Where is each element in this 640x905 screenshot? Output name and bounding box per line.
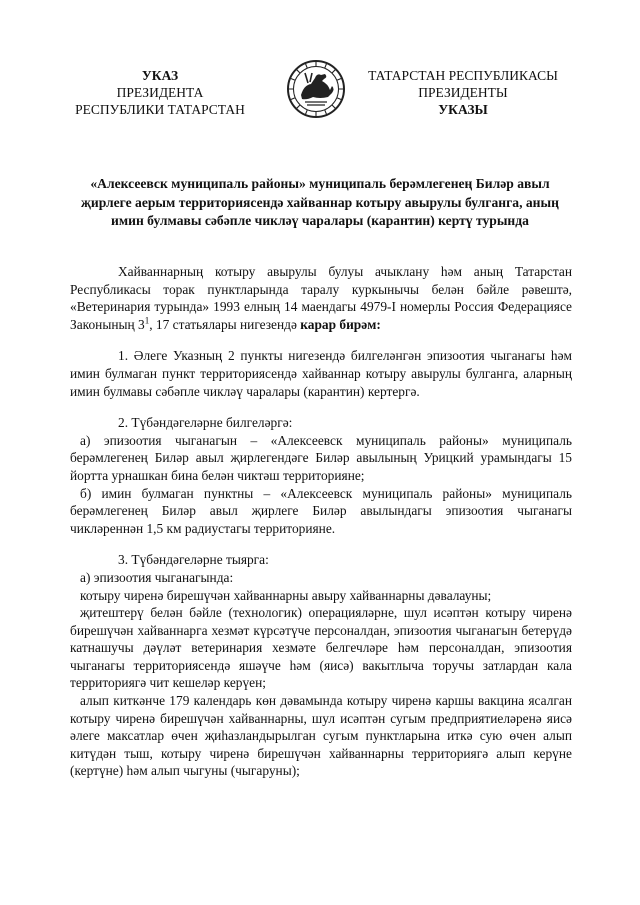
preamble-superscript: 1 <box>144 315 150 326</box>
header-left-line-2: ПРЕЗИДЕНТА <box>116 85 204 100</box>
item-2-heading: 2. Түбәндәгеләрне билгеләргә: <box>118 415 293 431</box>
preamble-paragraph <box>70 263 572 333</box>
item-3-a-2: җитештерү белән бәйле (технологик) операцияләрне, шул исәптән котыру чиренә бирешүчән хайваннарга хезмәт күрсәтүче персоналдан, эпизоотия чыганагын бетерүдә катнашучы дәүләт ветеринария хезмәте белгечләре һәм персоналдан, эпизоотия чыганагы территориясендә яшәүче һәм (яисә) вакытлыча торучы затлардан кала территориягә чит кешеләр керүен; <box>70 605 572 691</box>
preamble-text: Хайваннарның котыру авырулы булуы ачыклану һәм аның Татарстан Республикасы торак пунктларында таралу куркынычы белән бәйле рәвештә, «Ветеринария турында» 1993 елның 14 маендагы 4979-I номерлы Россия Федерациясе Законының 3 <box>70 264 572 332</box>
header-right <box>358 67 568 118</box>
header-right-line-2: ПРЕЗИДЕНТЫ <box>418 85 508 100</box>
header-left <box>55 67 265 118</box>
decree-body <box>70 263 572 780</box>
header-right-line-3: УКАЗЫ <box>438 102 488 117</box>
header-left-line-1: УКАЗ <box>141 68 179 83</box>
item-3-a: а) эпизоотия чыганагында: <box>80 569 234 585</box>
header-right-line-1: ТАТАРСТАН РЕСПУБЛИКАСЫ <box>368 68 558 83</box>
item-3-a-3: алып киткәнче 179 календарь көн дәвамында котыру чиренә каршы вакцина ясалган котыру чиренә бирешүчән хайваннарны, шул исәптән сугым предприятиеләренә яисә әлеге максатлар өчен җиһазландырылган сугым пунктларына иткә сую өчен алып китүдән тыш, котыру чиренә бирешүчән хайваннарны территориягә алып керүне (кертүне) һәм алып чыгуны (чыгаруны); <box>70 693 572 779</box>
preamble-resolution: карар бирәм: <box>300 316 381 332</box>
item-2-a: а) эпизоотия чыганагын – «Алексеевск муниципаль районы» муниципаль берәмлегенең Биләр авыл җирлегендәге Биләр авылының Урицкий урамындагы 15 йортта урнашкан бина белән чиктәш территорияне; <box>70 432 572 483</box>
item-3-heading: 3. Түбәндәгеләрне тыярга: <box>118 552 269 568</box>
item-1: 1. Әлеге Указның 2 пункты нигезендә билгеләнгән эпизоотия чыганагы һәм имин булмаган пункт территориясендә хайваннар котыру авырулы булганга, аларның имин булмавы сәбәпле чикләү чаралары (карантин) кертергә. <box>70 348 572 399</box>
item-2-b: б) имин булмаган пунктны – «Алексеевск муниципаль районы» муниципаль берәмлегенең Биләр авыл җирлеге Биләр авылындагы эпизоотия чыганагы чикләреннән 1,5 км радиустагы территорияне. <box>70 485 572 536</box>
tatarstan-coat-of-arms-icon <box>286 59 346 119</box>
item-3-a-1: котыру чиренә бирешүчән хайваннарны авыру хайваннарны дәвалауны; <box>80 587 492 603</box>
decree-title: «Алексеевск муниципаль районы» муниципаль берәмлегенең Биләр авыл җирлеге аерым территориясендә хайваннар котыру авырулы булганга, аның имин булмавы сәбәпле чикләү чаралары (карантин) кертү турында <box>81 176 559 228</box>
preamble-text-cont: , 17 статьялары нигезендә <box>149 316 301 332</box>
header-left-line-3: РЕСПУБЛИКИ ТАТАРСТАН <box>75 102 245 117</box>
